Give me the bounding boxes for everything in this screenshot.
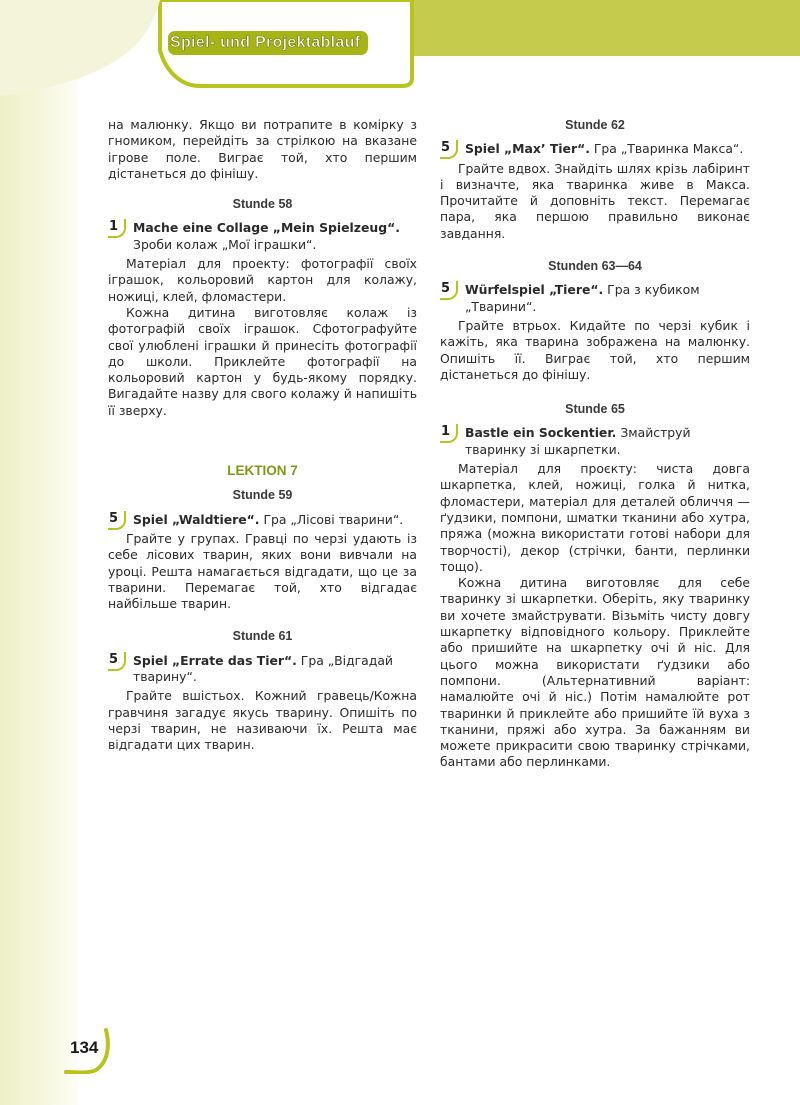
page-number-block	[58, 1028, 118, 1074]
task-title: Würfelspiel „Tiere“.	[465, 282, 604, 298]
header-band	[0, 0, 800, 96]
lektion-heading: LEKTION 7	[227, 463, 298, 479]
task-title: Spiel „Errate das Tier“.	[133, 652, 297, 668]
stunden-63-64-heading: Stunden 63—64	[548, 259, 642, 274]
left-column	[108, 117, 417, 754]
side-strip	[0, 0, 78, 1105]
right-column	[440, 117, 750, 771]
stunde-58-heading: Stunde 58	[232, 197, 293, 212]
task-title: Mache eine Collage „Mein Spielzeug“.	[133, 220, 400, 236]
task-translation: Зроби колаж „Мої іграшки“.	[133, 236, 317, 252]
task-58	[108, 220, 417, 253]
header-hook	[0, 0, 160, 96]
task-translation: Гра „Лісові тварини“.	[263, 511, 404, 527]
task-59-paragraph: Грайте у групах. Гравці по черзі удають із себе лісових тварин, яких вони вивчали на уроці. Решта намагається відгадати, що це за тварини. Перемагає той, хто відгадає найбільше тварин.	[108, 530, 417, 612]
task-number: 5	[108, 652, 126, 671]
task-translation: Гра „Тваринка Макса“.	[593, 141, 744, 157]
task-translation: Змайструй тваринку зі шкарпетки.	[465, 425, 691, 457]
task-62-paragraph: Грайте вдвох. Знайдіть шлях крізь лабіринт і визначте, яка тваринка живе в Макса. Прочитайте й доповніть текст. Перемагає пара, яка першою правильно виконає завдання.	[440, 160, 750, 241]
task-number: 1	[108, 219, 126, 238]
task-63-paragraph: Грайте втрьох. Кидайте по черзі кубик і кажіть, яка тварина зображена на малюнку. Опишіть її. Виграє той, хто першим дістанеться до фінішу.	[440, 317, 750, 382]
task-61-paragraph: Грайте вшістьох. Кожний гравець/Кожна гравчиня загадує якусь тварину. Опишіть по черзі тварин, не називаючи їх. Решта має відгадати цих тварин.	[108, 688, 417, 753]
task-number: 5	[440, 281, 458, 300]
intro-paragraph: на малюнку. Якщо ви потрапите в комірку з гномиком, перейдіть за стрілкою на вказане ігрове поле. Виграє той, хто першим дістанеться до фінішу.	[108, 117, 417, 181]
task-translation: Гра „Відгадай тварину“.	[133, 652, 393, 685]
task-65	[440, 425, 750, 458]
task-title: Bastle ein Sockentier.	[465, 425, 617, 441]
task-title: Spiel „Max’ Tier“.	[465, 141, 590, 157]
task-59	[108, 512, 417, 528]
stunde-59-heading: Stunde 59	[232, 488, 293, 503]
task-65-paragraph-1: Матеріал для проєкту: чиста довга шкарпетка, клей, ножиці, голка й нитка, фломастери, матеріал для деталей обличчя — ґудзики, помпони, шматки тканини або хутра, пряжа (можна використати готові набори для творчості), декор (стрічки, банти, перлинки тощо).	[440, 461, 750, 574]
stunde-62-heading: Stunde 62	[565, 118, 625, 132]
task-title: Spiel „Waldtiere“.	[133, 511, 260, 527]
header-olive-band	[412, 0, 800, 56]
stunde-65-heading: Stunde 65	[565, 402, 625, 417]
task-number: 1	[440, 424, 458, 443]
task-61	[108, 653, 417, 686]
task-65-paragraph-2: Кожна дитина виготовляє для себе тваринку зі шкарпетки. Оберіть, яку тваринку ви хочете змайструвати. Візьміть чисту довгу шкарпетку відповідного кольору. Приклейте або пришийте на шкарпетку очі й ніс. Для цього можна використати ґудзики або помпони. (Альтернативний варіант: намалюйте очі й ніс.) Потім намалюйте рот тваринки й приклейте або пришийте їй вуха з тканини, пряжі або хутра. За бажанням ви можете прикрасити свою тваринку стрічками, бантами або перлинками.	[440, 575, 750, 770]
stunde-61-heading: Stunde 61	[232, 629, 293, 644]
section-badge: Spiel- und Projektablauf	[170, 34, 361, 51]
task-58-paragraph-1: Матеріал для проекту: фотографії своїх іграшок, кольоровий картон для колажу, ножиці, клей, фломастери.	[108, 256, 417, 304]
task-number: 5	[440, 140, 458, 159]
task-58-paragraph-2: Кожна дитина виготовляє колаж із фотографій своїх іграшок. Сфотографуйте свої улюблені іграшки й принесіть фотографії до школи. Приклейте фотографії на кольоровий картон у будь-якому порядку. Вигадайте назву для свого колажу й напишіть її зверху.	[108, 304, 417, 418]
page-number: 134	[70, 1038, 99, 1057]
task-62	[440, 141, 750, 157]
task-63	[440, 282, 750, 315]
task-translation: Гра з кубиком „Тварини“.	[465, 282, 700, 314]
task-number: 5	[108, 511, 126, 530]
